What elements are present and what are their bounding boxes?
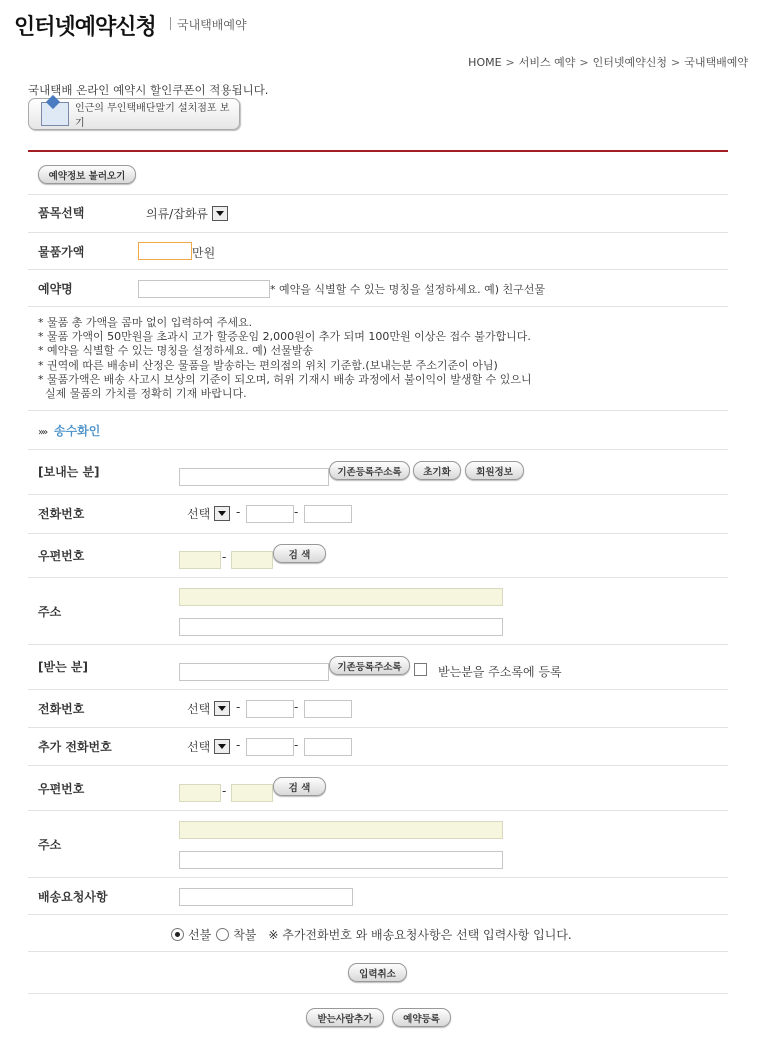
payment-note: ※ 추가전화번호 와 배송요청사항은 선택 입력사항 입니다.	[268, 928, 572, 942]
receiver-label: [받는 분]	[38, 660, 88, 674]
reservation-name-input[interactable]	[138, 280, 270, 298]
add-receiver-button[interactable]: 받는사람추가	[306, 1008, 384, 1027]
row-divider	[28, 410, 728, 411]
row-divider	[28, 644, 728, 645]
row-divider	[28, 727, 728, 728]
row-divider	[28, 993, 728, 994]
breadcrumb-separator: >	[671, 56, 681, 69]
delivery-request-input[interactable]	[179, 888, 353, 906]
dash: -	[222, 784, 227, 798]
receiver-name-input[interactable]	[179, 663, 329, 681]
breadcrumb-home[interactable]: HOME	[468, 56, 502, 69]
sender-name-input[interactable]	[179, 468, 329, 486]
prepaid-label: 선불	[188, 928, 212, 942]
receiver-zip2-input[interactable]	[231, 784, 273, 802]
chevron-down-icon[interactable]	[212, 206, 228, 221]
sender-zip-search-button[interactable]: 검 색	[273, 544, 326, 563]
receiver-address1-input[interactable]	[179, 821, 503, 839]
receiver-phone2-select[interactable]	[187, 738, 230, 755]
breadcrumb	[468, 54, 748, 70]
breadcrumb-service[interactable]: 서비스 예약	[518, 56, 576, 69]
chevron-down-icon[interactable]	[214, 506, 230, 521]
row-divider	[28, 877, 728, 878]
receiver-phone-last-input[interactable]	[304, 700, 352, 718]
receiver-phone2-mid-input[interactable]	[246, 738, 294, 756]
sender-label: [보내는 분]	[38, 465, 100, 479]
receiver-address-label: 주소	[38, 838, 62, 852]
chevron-down-icon[interactable]	[214, 701, 230, 716]
breadcrumb-internet[interactable]: 인터넷예약신청	[592, 56, 668, 69]
title-divider	[170, 17, 171, 30]
nearby-store-label: 인근의 무인택배단말기 설치점포 보기	[74, 103, 230, 129]
sender-zip2-input[interactable]	[231, 551, 273, 569]
sender-phone-mid-input[interactable]	[246, 505, 294, 523]
price-input[interactable]	[138, 242, 192, 260]
breadcrumb-separator: >	[505, 56, 515, 69]
chevron-down-icon[interactable]	[214, 739, 230, 754]
receiver-zip-label: 우편번호	[38, 782, 85, 796]
sender-address1-input[interactable]	[179, 588, 503, 606]
row-divider	[28, 306, 728, 307]
reservation-name-label: 예약명	[38, 282, 73, 296]
sender-phone-select[interactable]	[187, 505, 230, 522]
reservation-name-hint: * 예약을 식별할 수 있는 명칭을 설정하세요. 예) 친구선물	[270, 283, 546, 296]
section-arrow-icon: »»	[38, 427, 47, 438]
coupon-notice: 국내택배 온라인 예약시 할인쿠폰이 적용됩니다.	[28, 83, 269, 97]
row-divider	[28, 533, 728, 534]
page-subtitle: 국내택배예약	[177, 18, 247, 32]
dash: -	[294, 505, 299, 519]
price-unit: 만원	[192, 246, 216, 260]
receiver-phone-mid-input[interactable]	[246, 700, 294, 718]
register-receiver-checkbox[interactable]	[414, 663, 427, 676]
sender-phone-label: 전화번호	[38, 507, 85, 521]
dash: -	[236, 505, 241, 519]
receiver-zip-search-button[interactable]: 검 색	[273, 777, 326, 796]
sender-zip1-input[interactable]	[179, 551, 221, 569]
item-label: 품목선택	[38, 206, 85, 220]
row-divider	[28, 449, 728, 450]
section-divider	[28, 150, 728, 152]
dash: -	[222, 550, 227, 564]
receiver-phone2-label: 추가 전화번호	[38, 740, 112, 754]
load-reservation-button[interactable]: 예약정보 불러오기	[38, 165, 136, 184]
collect-radio[interactable]	[216, 928, 229, 941]
kiosk-icon	[41, 102, 69, 126]
page-title: 인터넷예약신청	[14, 15, 156, 40]
sender-phone-last-input[interactable]	[304, 505, 352, 523]
submit-reservation-button[interactable]: 예약등록	[392, 1008, 451, 1027]
payment-options	[171, 926, 572, 943]
breadcrumb-current: 국내택배예약	[684, 56, 748, 69]
sender-zip-label: 우편번호	[38, 549, 85, 563]
row-divider	[28, 765, 728, 766]
sender-member-info-button[interactable]: 회원정보	[465, 461, 524, 480]
row-divider	[28, 810, 728, 811]
sender-reset-button[interactable]: 초기화	[413, 461, 461, 480]
dash: -	[294, 738, 299, 752]
sender-address-label: 주소	[38, 605, 62, 619]
row-divider	[28, 689, 728, 690]
receiver-zip1-input[interactable]	[179, 784, 221, 802]
row-divider	[28, 232, 728, 233]
dash: -	[236, 738, 241, 752]
receiver-address2-input[interactable]	[179, 851, 503, 869]
row-divider	[28, 951, 728, 952]
delivery-request-label: 배송요청사항	[38, 890, 108, 904]
row-divider	[28, 914, 728, 915]
item-select-value: 의류/잡화류	[146, 207, 209, 221]
notes-text: * 물품 총 가액을 콤마 없이 입력하여 주세요. * 물품 가액이 50만원을 초과시 고가 할증운임 2,000원이 추가 되며 100만원 이상은 접수 불가합니다. * 예약을 식별할 수 있는 명칭을 설정하세요. 예) 선물발송 * 권역에 따른 배송비 산정은 물품을 발송하는 편의점의 위치 기준함.(보내는분 주소기준이 아님) * 물품가액은 배송 사고시 보상의 기준이 되오며, 허위 기재시 배송 과정에서 불이익이 발생할 수 있으니 실제 물품의 가치를 정확히 기재 바랍니다.	[38, 316, 532, 401]
row-divider	[28, 194, 728, 195]
receiver-phone-select[interactable]	[187, 700, 230, 717]
row-divider	[28, 494, 728, 495]
item-select[interactable]	[146, 205, 228, 222]
price-label: 물품가액	[38, 245, 85, 259]
prepaid-radio[interactable]	[171, 928, 184, 941]
dash: -	[236, 700, 241, 714]
receiver-phone-select-value: 선택	[187, 702, 211, 716]
sender-address2-input[interactable]	[179, 618, 503, 636]
receiver-phone2-last-input[interactable]	[304, 738, 352, 756]
dash: -	[294, 700, 299, 714]
row-divider	[28, 577, 728, 578]
breadcrumb-separator: >	[579, 56, 589, 69]
cancel-input-button[interactable]: 입력취소	[348, 963, 407, 982]
collect-label: 착불	[233, 928, 257, 942]
nearby-store-button[interactable]	[28, 98, 240, 130]
sender-phone-select-value: 선택	[187, 507, 211, 521]
receiver-addressbook-button[interactable]: 기존등록주소록	[329, 656, 410, 675]
row-divider	[28, 269, 728, 270]
register-receiver-label: 받는분을 주소록에 등록	[438, 665, 562, 679]
receiver-phone2-select-value: 선택	[187, 740, 211, 754]
sender-addressbook-button[interactable]: 기존등록주소록	[329, 461, 410, 480]
section-title: 송수화인	[54, 424, 101, 438]
receiver-phone-label: 전화번호	[38, 702, 85, 716]
